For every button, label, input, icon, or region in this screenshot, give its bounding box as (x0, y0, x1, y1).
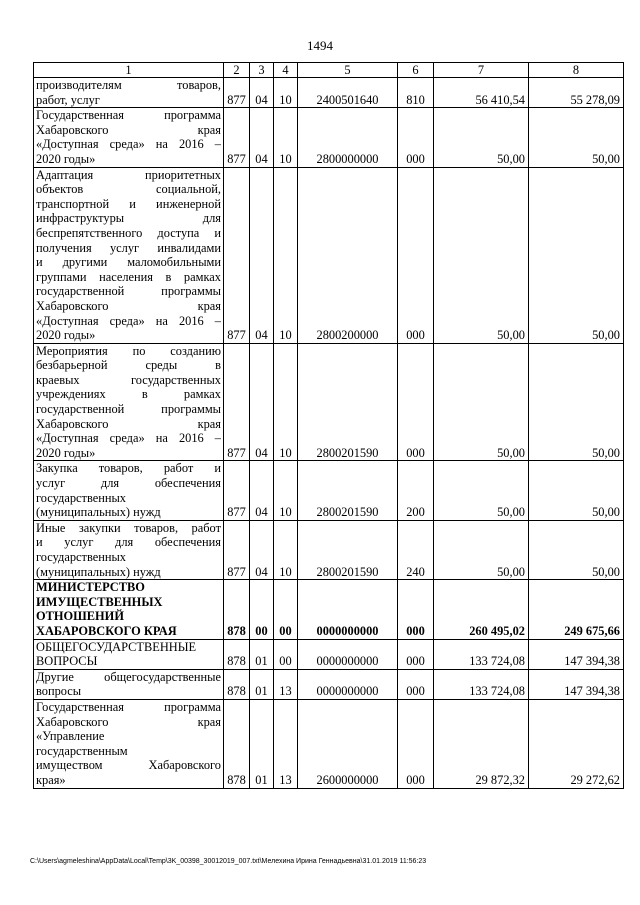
expense-type-code: 000 (398, 167, 434, 343)
admin-code: 878 (224, 639, 250, 669)
expense-type-code: 810 (398, 78, 434, 108)
table-row (34, 669, 624, 699)
description-line: Хабаровского края (36, 122, 221, 137)
description-line: государственной программы (36, 284, 221, 299)
amount-year-2: 249 675,66 (529, 580, 624, 639)
subsection-code: 10 (274, 78, 298, 108)
section-code: 01 (250, 699, 274, 788)
row-description (34, 461, 224, 520)
description-line: услуг для обеспечения (36, 476, 221, 491)
admin-code: 877 (224, 343, 250, 461)
section-code: 00 (250, 580, 274, 639)
description-line: Закупка товаров, работ и (36, 461, 221, 476)
budget-table (33, 62, 624, 789)
expense-type-code: 000 (398, 108, 434, 167)
description-line: (муниципальных) нужд (36, 505, 161, 520)
amount-year-2: 50,00 (529, 461, 624, 520)
admin-code: 878 (224, 699, 250, 788)
expense-type-code: 000 (398, 699, 434, 788)
file-path-footer: C:\Users\agmeleshina\AppData\Local\Temp\3K_00398_30012019_007.txt\Мелехина Ирина Геннадьевна\31.01.2019 11:56:23 (30, 858, 427, 865)
description-line: инфраструктуры для (36, 211, 221, 226)
expense-type-code: 000 (398, 669, 434, 699)
description-line: ОТНОШЕНИЙ (36, 609, 124, 624)
description-line: беспрепятственного доступа и (36, 225, 221, 240)
row-description (34, 167, 224, 343)
description-line: (муниципальных) нужд (36, 564, 161, 579)
description-line: группами населения в рамках (36, 269, 221, 284)
column-header-4: 4 (274, 63, 298, 78)
subsection-code: 10 (274, 520, 298, 579)
description-line: Хабаровского края (36, 714, 221, 729)
description-line: транспортной и инженерной (36, 196, 221, 211)
table-row (34, 580, 624, 639)
expense-type-code: 200 (398, 461, 434, 520)
amount-year-2: 50,00 (529, 108, 624, 167)
table-row (34, 520, 624, 579)
row-description (34, 669, 224, 699)
description-line: безбарьерной среды в (36, 358, 221, 373)
subsection-code: 00 (274, 580, 298, 639)
subsection-code: 10 (274, 343, 298, 461)
row-description (34, 343, 224, 461)
description-line: Адаптация приоритетных (36, 167, 221, 182)
target-article-code: 2600000000 (298, 699, 398, 788)
description-line: Государственная программа (36, 699, 221, 714)
description-line: 2020 годы» (36, 445, 96, 460)
table-row (34, 699, 624, 788)
amount-year-2: 50,00 (529, 167, 624, 343)
target-article-code: 2800201590 (298, 520, 398, 579)
description-line: государственных (36, 550, 127, 564)
description-line: ИМУЩЕСТВЕННЫХ (36, 594, 163, 609)
row-description (34, 699, 224, 788)
description-line: производителям товаров, (36, 78, 221, 92)
column-header-2: 2 (224, 63, 250, 78)
description-line: ХАБАРОВСКОГО КРАЯ (36, 623, 177, 638)
description-line: государственной программы (36, 402, 221, 417)
target-article-code: 2800201590 (298, 461, 398, 520)
amount-year-2: 55 278,09 (529, 78, 624, 108)
table-row (34, 639, 624, 669)
expense-type-code: 240 (398, 520, 434, 579)
table-row (34, 108, 624, 167)
description-line: Хабаровского края (36, 416, 221, 431)
admin-code: 878 (224, 669, 250, 699)
target-article-code: 2400501640 (298, 78, 398, 108)
admin-code: 877 (224, 78, 250, 108)
description-line: 2020 годы» (36, 328, 96, 343)
subsection-code: 13 (274, 669, 298, 699)
target-article-code: 2800201590 (298, 343, 398, 461)
description-line: МИНИСТЕРСТВО (36, 580, 145, 595)
description-line: Хабаровского края (36, 298, 221, 313)
amount-year-1: 50,00 (434, 108, 529, 167)
row-description (34, 580, 224, 639)
description-line: вопросы (36, 684, 82, 699)
amount-year-2: 147 394,38 (529, 669, 624, 699)
amount-year-1: 50,00 (434, 167, 529, 343)
row-description (34, 639, 224, 669)
description-line: учреждениях в рамках (36, 387, 221, 402)
section-code: 04 (250, 343, 274, 461)
subsection-code: 13 (274, 699, 298, 788)
column-header-1: 1 (34, 63, 224, 78)
admin-code: 877 (224, 167, 250, 343)
target-article-code: 0000000000 (298, 639, 398, 669)
table-row (34, 167, 624, 343)
amount-year-1: 50,00 (434, 520, 529, 579)
expense-type-code: 000 (398, 343, 434, 461)
column-header-6: 6 (398, 63, 434, 78)
page-number: 1494 (307, 38, 333, 53)
amount-year-1: 56 410,54 (434, 78, 529, 108)
description-line: «Доступная среда» на 2016 – (36, 313, 221, 328)
description-line: 2020 годы» (36, 151, 96, 166)
description-line: Государственная программа (36, 108, 221, 123)
row-description (34, 108, 224, 167)
description-line: «Доступная среда» на 2016 – (36, 431, 221, 446)
description-line: ОБЩЕГОСУДАРСТВЕННЫЕ (36, 639, 197, 654)
section-code: 01 (250, 669, 274, 699)
description-line: краевых государственных (36, 372, 221, 387)
description-line: края» (36, 772, 66, 787)
description-line: «Доступная среда» на 2016 – (36, 137, 221, 152)
description-line: и другими маломобильными (36, 255, 221, 270)
expense-type-code: 000 (398, 580, 434, 639)
description-line: ВОПРОСЫ (36, 654, 98, 669)
amount-year-1: 50,00 (434, 461, 529, 520)
column-header-5: 5 (298, 63, 398, 78)
expense-type-code: 000 (398, 639, 434, 669)
subsection-code: 10 (274, 461, 298, 520)
amount-year-1: 29 872,32 (434, 699, 529, 788)
target-article-code: 2800200000 (298, 167, 398, 343)
column-header-8: 8 (529, 63, 624, 78)
section-code: 04 (250, 167, 274, 343)
subsection-code: 00 (274, 639, 298, 669)
amount-year-1: 133 724,08 (434, 639, 529, 669)
column-header-3: 3 (250, 63, 274, 78)
description-line: государственным (36, 743, 128, 758)
amount-year-2: 29 272,62 (529, 699, 624, 788)
amount-year-1: 260 495,02 (434, 580, 529, 639)
description-line: объектов социальной, (36, 182, 221, 197)
amount-year-1: 133 724,08 (434, 669, 529, 699)
table-row (34, 343, 624, 461)
target-article-code: 2800000000 (298, 108, 398, 167)
section-code: 04 (250, 78, 274, 108)
admin-code: 878 (224, 580, 250, 639)
amount-year-2: 50,00 (529, 343, 624, 461)
amount-year-1: 50,00 (434, 343, 529, 461)
section-code: 04 (250, 108, 274, 167)
header-row (34, 63, 624, 78)
table-row (34, 78, 624, 108)
description-line: Иные закупки товаров, работ (36, 520, 221, 535)
admin-code: 877 (224, 520, 250, 579)
row-description (34, 520, 224, 579)
row-description (34, 78, 224, 108)
column-header-7: 7 (434, 63, 529, 78)
amount-year-2: 147 394,38 (529, 639, 624, 669)
admin-code: 877 (224, 108, 250, 167)
subsection-code: 10 (274, 167, 298, 343)
target-article-code: 0000000000 (298, 669, 398, 699)
description-line: Другие общегосударственные (36, 669, 221, 684)
description-line: государственных (36, 490, 127, 505)
table-row (34, 461, 624, 520)
subsection-code: 10 (274, 108, 298, 167)
description-line: работ, услуг (36, 92, 100, 107)
description-line: Мероприятия по созданию (36, 343, 221, 358)
section-code: 04 (250, 461, 274, 520)
target-article-code: 0000000000 (298, 580, 398, 639)
section-code: 01 (250, 639, 274, 669)
description-line: «Управление (36, 729, 105, 744)
amount-year-2: 50,00 (529, 520, 624, 579)
description-line: имуществом Хабаровского (36, 758, 221, 773)
table-body (34, 78, 624, 789)
description-line: и услуг для обеспечения (36, 535, 221, 550)
description-line: получения услуг инвалидами (36, 240, 221, 255)
admin-code: 877 (224, 461, 250, 520)
section-code: 04 (250, 520, 274, 579)
